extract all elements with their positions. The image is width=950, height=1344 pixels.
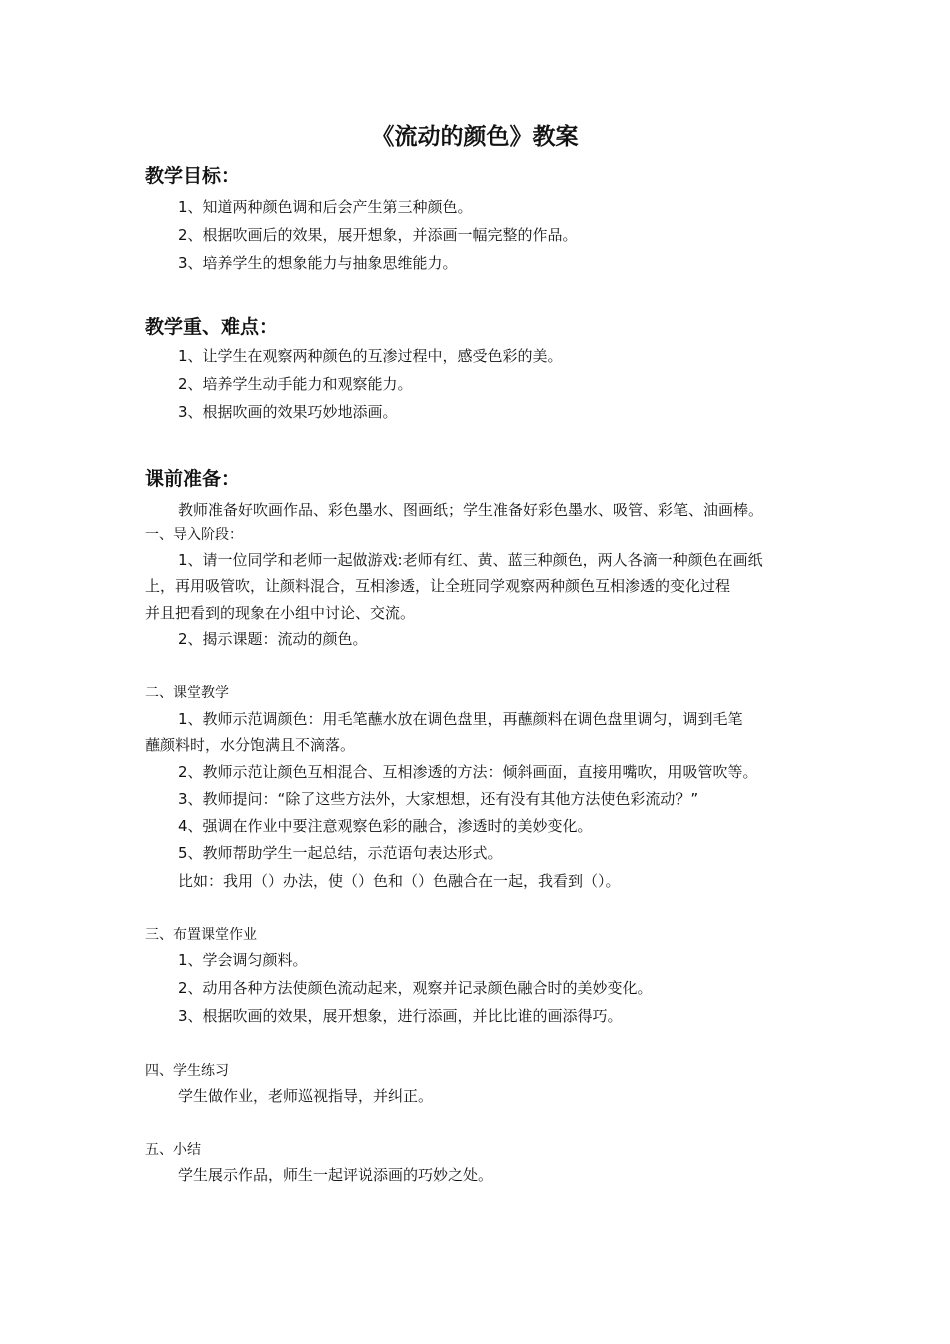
stage-heading-intro: 一、导入阶段： <box>145 527 243 543</box>
document-title: 《流动的颜色》教案 <box>371 124 579 150</box>
list-item: 1、学会调匀颜料。 <box>178 951 308 969</box>
key-point-item: 2、培养学生动手能力和观察能力。 <box>178 375 413 393</box>
list-item: 2、动用各种方法使颜色流动起来，观察并记录颜色融合时的美妙变化。 <box>178 979 653 997</box>
paragraph-line: 学生展示作品，师生一起评说添画的巧妙之处。 <box>178 1166 494 1184</box>
paragraph-line: 1、请一位同学和老师一起做游戏:老师有红、黄、蓝三种颜色，两人各滴一种颜色在画纸 <box>178 551 763 569</box>
paragraph-line: 1、教师示范调颜色：用毛笔蘸水放在调色盘里，再蘸颜料在调色盘里调匀，调到毛笔 <box>178 710 743 728</box>
key-point-item: 1、让学生在观察两种颜色的互渗过程中，感受色彩的美。 <box>178 347 563 365</box>
stage-heading-practice: 四、学生练习 <box>145 1063 229 1079</box>
key-point-item: 3、根据吹画的效果巧妙地添画。 <box>178 403 398 421</box>
list-item: 4、强调在作业中要注意观察色彩的融合，渗透时的美妙变化。 <box>178 817 593 835</box>
paragraph-line: 并且把看到的现象在小组中讨论、交流。 <box>145 604 416 622</box>
list-item: 2、揭示课题：流动的颜色。 <box>178 630 368 648</box>
list-item: 2、教师示范让颜色互相混合、互相渗透的方法：倾斜画面，直接用嘴吹，用吸管吹等。 <box>178 763 758 781</box>
list-item: 比如：我用（）办法，使（）色和（）色融合在一起，我看到（）。 <box>178 872 621 890</box>
stage-heading-teaching: 二、课堂教学 <box>145 685 229 701</box>
paragraph-line: 学生做作业，老师巡视指导，并纠正。 <box>178 1087 434 1105</box>
stage-heading-homework: 三、布置课堂作业 <box>145 927 257 943</box>
objective-item: 2、根据吹画后的效果，展开想象，并添画一幅完整的作品。 <box>178 226 578 244</box>
list-item: 3、教师提问：“除了这些方法外，大家想想，还有没有其他方法使色彩流动？” <box>178 790 699 808</box>
preparation-heading: 课前准备： <box>145 468 241 490</box>
list-item: 5、教师帮助学生一起总结，示范语句表达形式。 <box>178 844 503 862</box>
key-points-heading: 教学重、难点： <box>145 316 279 338</box>
objectives-heading: 教学目标： <box>145 165 241 187</box>
preparation-text: 教师准备好吹画作品、彩色墨水、图画纸；学生准备好彩色墨水、吸管、彩笔、油画棒。 <box>178 501 764 519</box>
paragraph-line: 蘸颜料时，水分饱满且不滴落。 <box>145 736 356 754</box>
list-item: 3、根据吹画的效果，展开想象，进行添画，并比比谁的画添得巧。 <box>178 1007 623 1025</box>
objective-item: 3、培养学生的想象能力与抽象思维能力。 <box>178 254 458 272</box>
paragraph-line: 上，再用吸管吹，让颜料混合，互相渗透，让全班同学观察两种颜色互相渗透的变化过程 <box>145 577 731 595</box>
stage-heading-summary: 五、小结 <box>145 1142 201 1158</box>
objective-item: 1、知道两种颜色调和后会产生第三种颜色。 <box>178 198 473 216</box>
